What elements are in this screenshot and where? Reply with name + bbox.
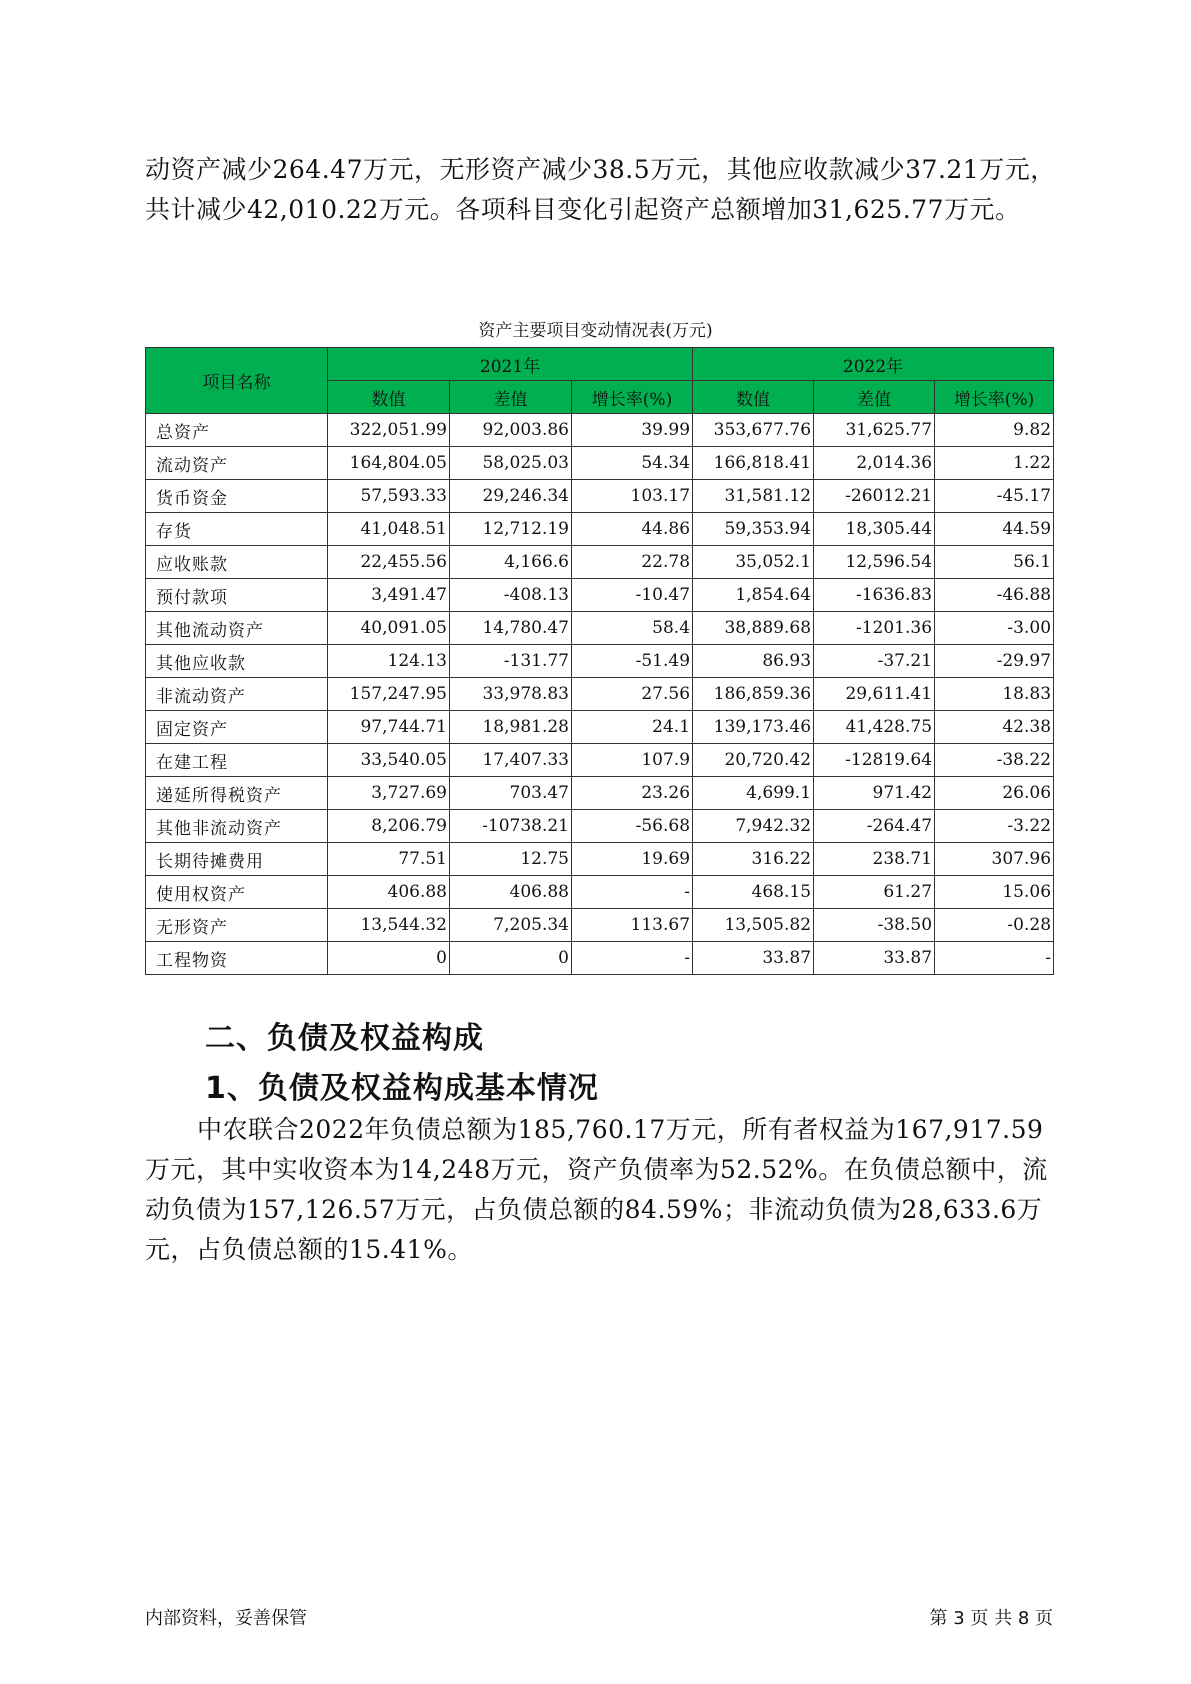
page-number: 第 3 页 共 8 页 xyxy=(929,1608,1053,1629)
table-caption: 资产主要项目变动情况表(万元) xyxy=(478,321,713,341)
table-row xyxy=(146,414,1054,447)
table-cell: 38,889.68 xyxy=(693,612,814,645)
table-cell: 17,407.33 xyxy=(450,744,572,777)
header-year-2021: 2021年 xyxy=(328,348,693,381)
row-label: 其他非流动资产 xyxy=(146,810,328,843)
table-cell: 4,699.1 xyxy=(693,777,814,810)
row-label: 其他应收款 xyxy=(146,645,328,678)
table-cell: -264.47 xyxy=(814,810,935,843)
table-cell: -46.88 xyxy=(935,579,1054,612)
footer-confidential-note: 内部资料，妥善保管 xyxy=(145,1608,307,1629)
table-cell: 39.99 xyxy=(572,414,693,447)
table-cell: 9.82 xyxy=(935,414,1054,447)
table-row xyxy=(146,645,1054,678)
table-cell: 4,166.6 xyxy=(450,546,572,579)
table-cell: 13,505.82 xyxy=(693,909,814,942)
header-diff-2022: 差值 xyxy=(814,381,935,414)
table-cell: 12,596.54 xyxy=(814,546,935,579)
table-cell: 26.06 xyxy=(935,777,1054,810)
table-cell: 24.1 xyxy=(572,711,693,744)
table-cell: -131.77 xyxy=(450,645,572,678)
table-cell: -10.47 xyxy=(572,579,693,612)
table-cell: 33,540.05 xyxy=(328,744,450,777)
table-row xyxy=(146,447,1054,480)
header-growth-2022: 增长率(%) xyxy=(935,381,1054,414)
table-cell: -10738.21 xyxy=(450,810,572,843)
table-cell: - xyxy=(572,942,693,975)
intro-paragraph: 动资产减少264.47万元，无形资产减少38.5万元，其他应收款减少37.21万元，共计减少42,010.22万元。各项科目变化引起资产总额增加31,625.77万元。 xyxy=(145,155,1056,224)
row-label: 存货 xyxy=(146,513,328,546)
table-cell: 1.22 xyxy=(935,447,1054,480)
table-cell: 33.87 xyxy=(693,942,814,975)
table-cell: -3.22 xyxy=(935,810,1054,843)
body-paragraph: 中农联合2022年负债总额为185,760.17万元，所有者权益为167,917.59万元，其中实收资本为14,248万元，资产负债率为52.52%。在负债总额中，流动负债为157,126.57万元，占负债总额的84.59%；非流动负债为28,633.6万元，占负债总额的15.41%。 xyxy=(145,1115,1048,1264)
table-cell: 59,353.94 xyxy=(693,513,814,546)
table-cell: 58.4 xyxy=(572,612,693,645)
header-year-2022: 2022年 xyxy=(693,348,1054,381)
header-value-2022: 数值 xyxy=(693,381,814,414)
header-diff-2021: 差值 xyxy=(450,381,572,414)
table-cell: 77.51 xyxy=(328,843,450,876)
row-label: 货币资金 xyxy=(146,480,328,513)
table-row xyxy=(146,579,1054,612)
table-cell: 3,727.69 xyxy=(328,777,450,810)
table-cell: -37.21 xyxy=(814,645,935,678)
table-cell: 164,804.05 xyxy=(328,447,450,480)
table-cell: -56.68 xyxy=(572,810,693,843)
row-label: 在建工程 xyxy=(146,744,328,777)
table-cell: 18.83 xyxy=(935,678,1054,711)
row-label: 预付款项 xyxy=(146,579,328,612)
table-row xyxy=(146,876,1054,909)
table-cell: -26012.21 xyxy=(814,480,935,513)
table-cell: 124.13 xyxy=(328,645,450,678)
table-cell: 18,305.44 xyxy=(814,513,935,546)
row-label: 总资产 xyxy=(146,414,328,447)
row-label: 使用权资产 xyxy=(146,876,328,909)
table-cell: 139,173.46 xyxy=(693,711,814,744)
table-cell: 703.47 xyxy=(450,777,572,810)
table-cell: 54.34 xyxy=(572,447,693,480)
table-cell: 0 xyxy=(450,942,572,975)
table-row xyxy=(146,744,1054,777)
table-cell: -38.22 xyxy=(935,744,1054,777)
table-cell: -12819.64 xyxy=(814,744,935,777)
table-cell: 22,455.56 xyxy=(328,546,450,579)
table-cell: 20,720.42 xyxy=(693,744,814,777)
table-row xyxy=(146,909,1054,942)
table-cell: 92,003.86 xyxy=(450,414,572,447)
table-cell: 19.69 xyxy=(572,843,693,876)
row-label: 应收账款 xyxy=(146,546,328,579)
table-cell: -1636.83 xyxy=(814,579,935,612)
table-row xyxy=(146,480,1054,513)
table-cell: 18,981.28 xyxy=(450,711,572,744)
header-growth-2021: 增长率(%) xyxy=(572,381,693,414)
table-cell: 113.67 xyxy=(572,909,693,942)
table-body xyxy=(146,414,1054,975)
table-cell: 238.71 xyxy=(814,843,935,876)
row-label: 长期待摊费用 xyxy=(146,843,328,876)
table-cell: -51.49 xyxy=(572,645,693,678)
table-cell: 44.86 xyxy=(572,513,693,546)
table-cell: 44.59 xyxy=(935,513,1054,546)
table-cell: 58,025.03 xyxy=(450,447,572,480)
table-cell: 41,428.75 xyxy=(814,711,935,744)
row-label: 递延所得税资产 xyxy=(146,777,328,810)
table-row xyxy=(146,612,1054,645)
table-cell: -408.13 xyxy=(450,579,572,612)
table-cell: 31,625.77 xyxy=(814,414,935,447)
table-cell: 29,611.41 xyxy=(814,678,935,711)
table-cell: - xyxy=(935,942,1054,975)
subsection-heading: 1、负债及权益构成基本情况 xyxy=(205,1071,599,1106)
header-item-name: 项目名称 xyxy=(146,348,328,414)
row-label: 非流动资产 xyxy=(146,678,328,711)
table-cell: 61.27 xyxy=(814,876,935,909)
table-cell: 322,051.99 xyxy=(328,414,450,447)
table-cell: -38.50 xyxy=(814,909,935,942)
table-cell: 35,052.1 xyxy=(693,546,814,579)
table-cell: 23.26 xyxy=(572,777,693,810)
section-heading: 二、负债及权益构成 xyxy=(205,1021,484,1056)
table-cell: 2,014.36 xyxy=(814,447,935,480)
table-row xyxy=(146,810,1054,843)
row-label: 无形资产 xyxy=(146,909,328,942)
table-header xyxy=(146,348,1054,414)
table-cell: 12,712.19 xyxy=(450,513,572,546)
table-cell: 7,205.34 xyxy=(450,909,572,942)
table-cell: 8,206.79 xyxy=(328,810,450,843)
table-cell: 33,978.83 xyxy=(450,678,572,711)
table-row xyxy=(146,546,1054,579)
table-cell: 86.93 xyxy=(693,645,814,678)
asset-change-table xyxy=(145,347,1054,975)
table-cell: 22.78 xyxy=(572,546,693,579)
table-cell: 42.38 xyxy=(935,711,1054,744)
table-cell: -45.17 xyxy=(935,480,1054,513)
table-cell: 7,942.32 xyxy=(693,810,814,843)
table-cell: 56.1 xyxy=(935,546,1054,579)
row-label: 工程物资 xyxy=(146,942,328,975)
table-cell: 1,854.64 xyxy=(693,579,814,612)
table-cell: -0.28 xyxy=(935,909,1054,942)
table-cell: 3,491.47 xyxy=(328,579,450,612)
table-cell: -29.97 xyxy=(935,645,1054,678)
table-row xyxy=(146,777,1054,810)
table-cell: 27.56 xyxy=(572,678,693,711)
table-cell: 13,544.32 xyxy=(328,909,450,942)
table-cell: 12.75 xyxy=(450,843,572,876)
row-label: 固定资产 xyxy=(146,711,328,744)
table-cell: 107.9 xyxy=(572,744,693,777)
table-cell: - xyxy=(572,876,693,909)
table-cell: 166,818.41 xyxy=(693,447,814,480)
table-cell: 40,091.05 xyxy=(328,612,450,645)
header-value-2021: 数值 xyxy=(328,381,450,414)
table-cell: 97,744.71 xyxy=(328,711,450,744)
table-cell: 33.87 xyxy=(814,942,935,975)
table-cell: 57,593.33 xyxy=(328,480,450,513)
table-row xyxy=(146,843,1054,876)
table-cell: 971.42 xyxy=(814,777,935,810)
table-row xyxy=(146,513,1054,546)
table-cell: 41,048.51 xyxy=(328,513,450,546)
table-cell: 14,780.47 xyxy=(450,612,572,645)
table-row xyxy=(146,678,1054,711)
table-cell: 406.88 xyxy=(328,876,450,909)
table-cell: 353,677.76 xyxy=(693,414,814,447)
table-row xyxy=(146,942,1054,975)
table-cell: 468.15 xyxy=(693,876,814,909)
table-cell: 406.88 xyxy=(450,876,572,909)
table-cell: 316.22 xyxy=(693,843,814,876)
table-cell: 307.96 xyxy=(935,843,1054,876)
table-cell: 103.17 xyxy=(572,480,693,513)
row-label: 流动资产 xyxy=(146,447,328,480)
table-cell: 186,859.36 xyxy=(693,678,814,711)
table-cell: -1201.36 xyxy=(814,612,935,645)
table-cell: 157,247.95 xyxy=(328,678,450,711)
table-cell: 31,581.12 xyxy=(693,480,814,513)
row-label: 其他流动资产 xyxy=(146,612,328,645)
table-cell: 0 xyxy=(328,942,450,975)
table-cell: -3.00 xyxy=(935,612,1054,645)
table-cell: 15.06 xyxy=(935,876,1054,909)
table-row xyxy=(146,711,1054,744)
table-cell: 29,246.34 xyxy=(450,480,572,513)
